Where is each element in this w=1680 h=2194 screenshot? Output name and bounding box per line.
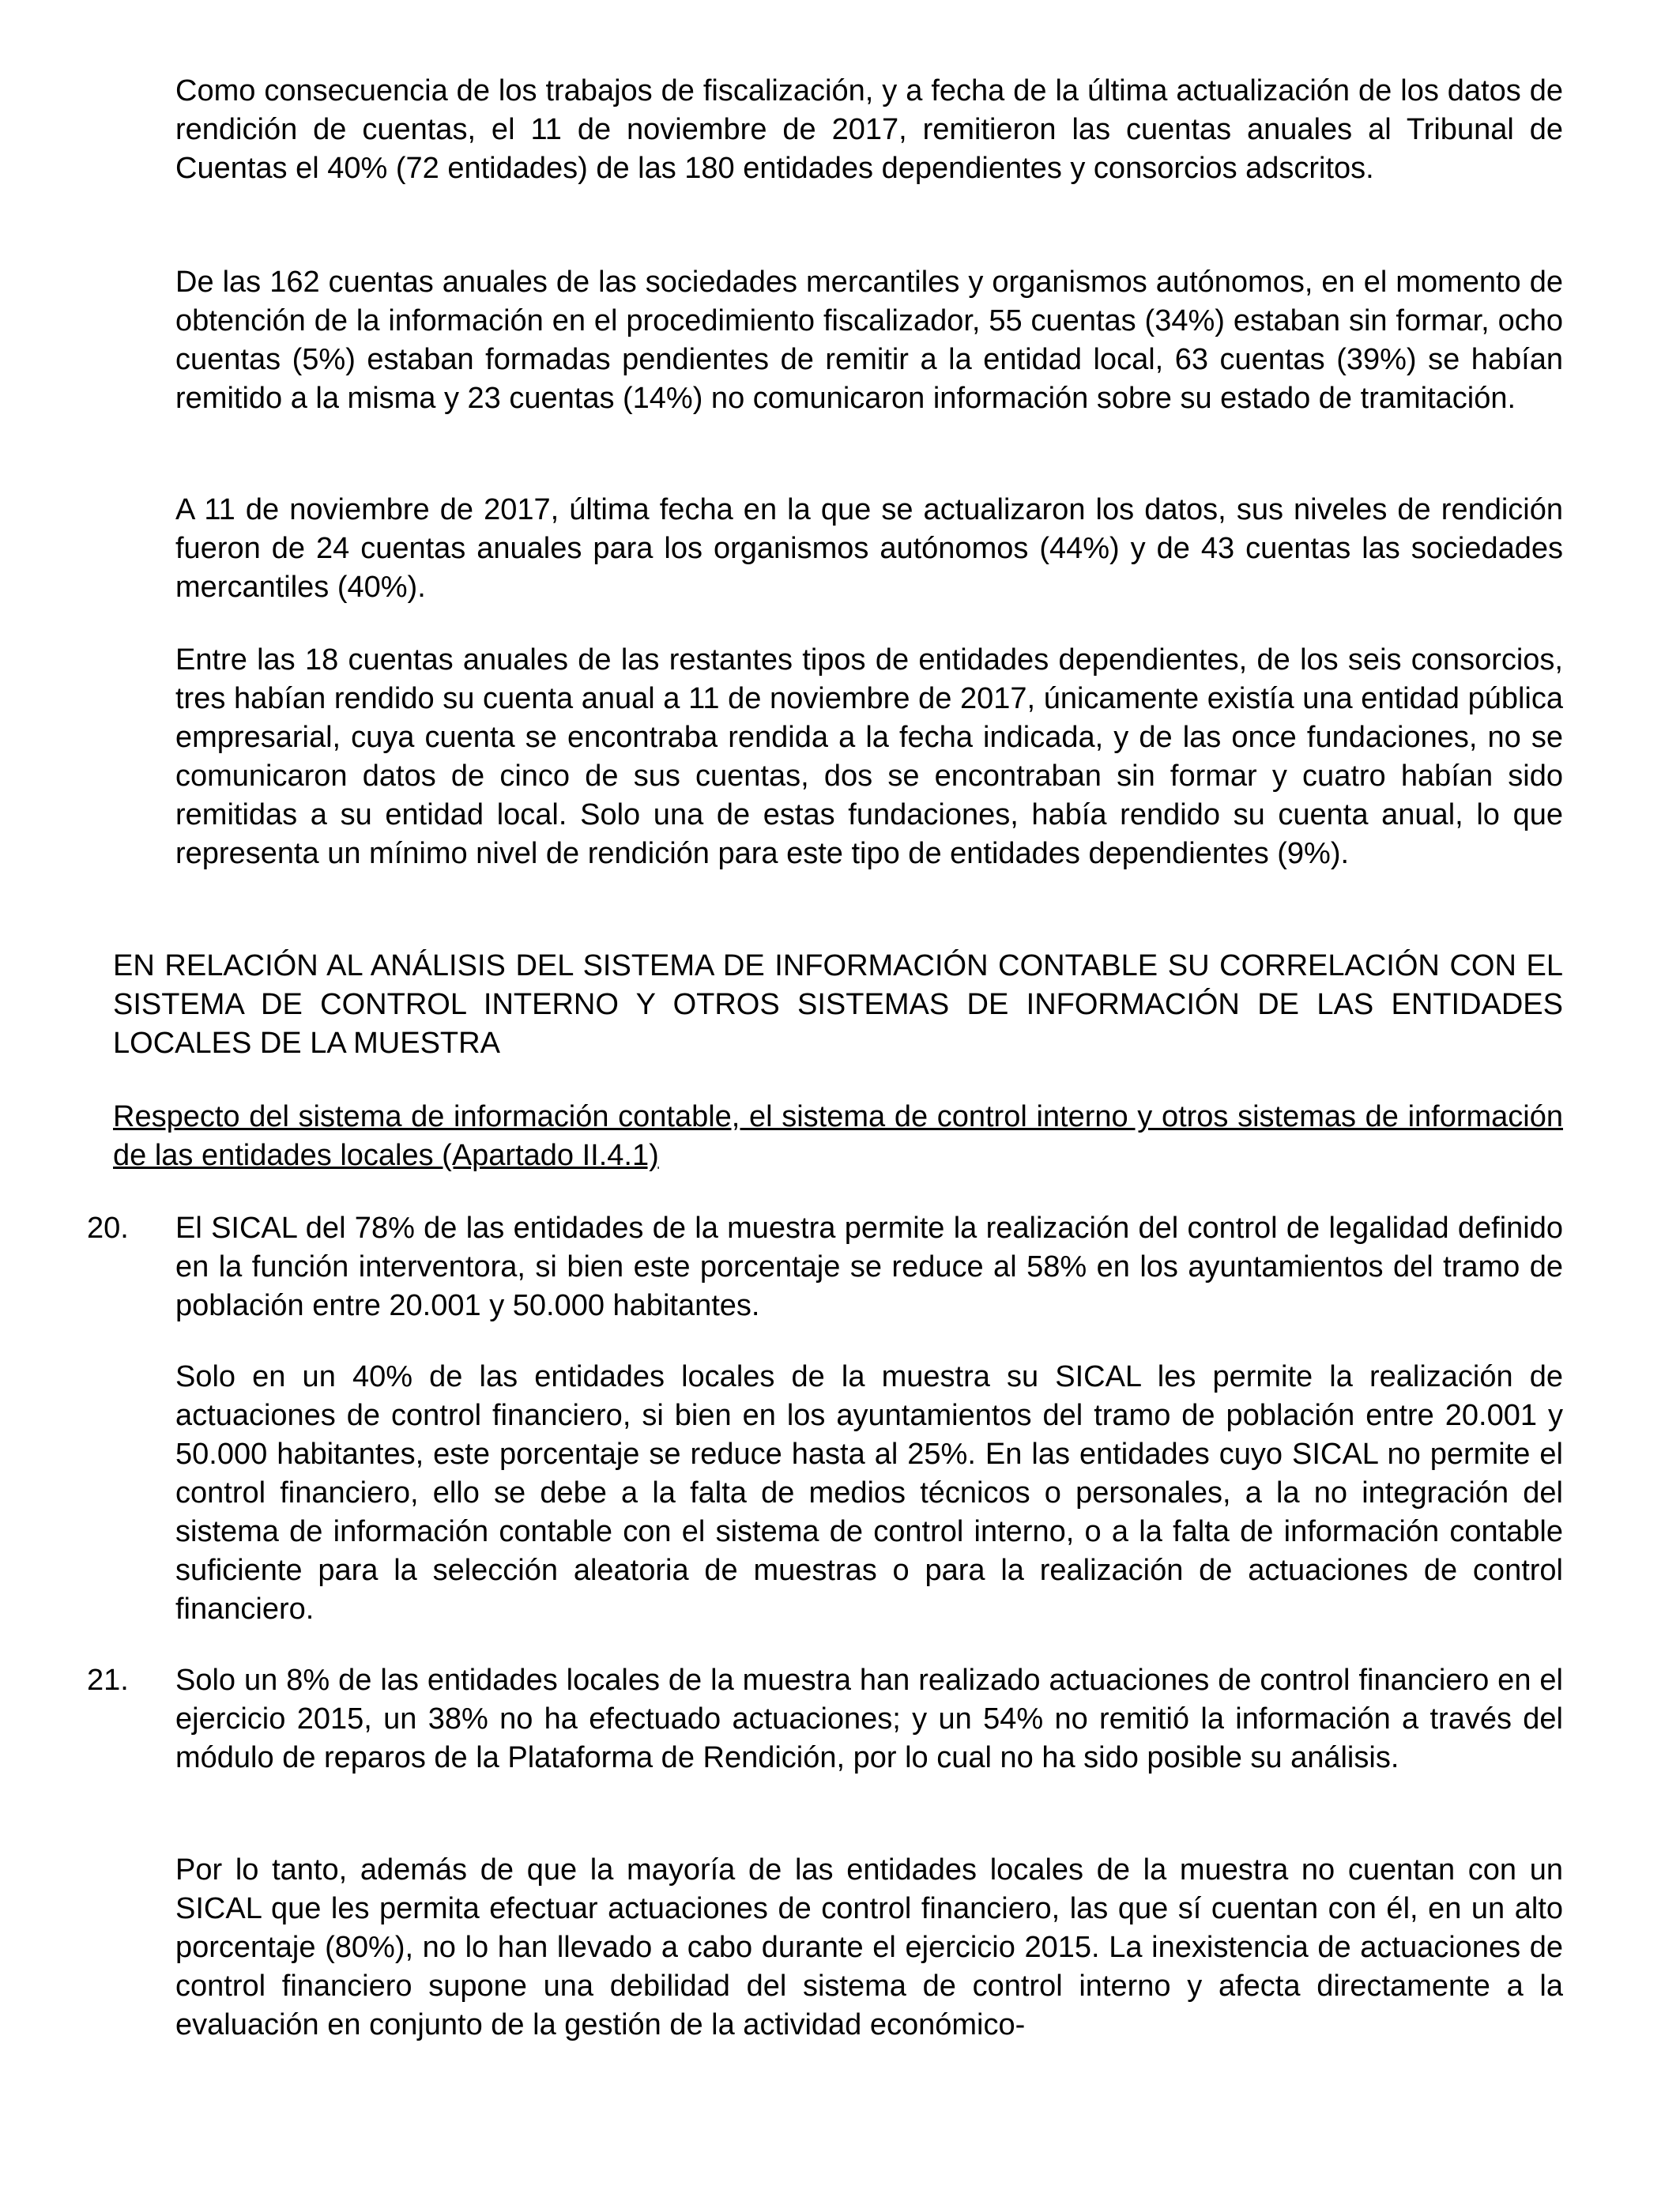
paragraph-otras-entidades: Entre las 18 cuentas anuales de las restantes tipos de entidades dependientes, de los seis consorcios, tres habían rendido su cuenta anual a 11 de noviembre de 2017, únicamente existía una entidad pública empresarial, cuya cuenta se encontraba rendida a la fecha indicada, y de las once fundaciones, no se comunicaron datos de cinco de sus cuentas, dos se encontraban sin formar y cuatro habían sido remitidas a su entidad local. Solo una de estas fundaciones, había rendido su cuenta anual, lo que representa un mínimo nivel de rendición para este tipo de entidades dependientes (9%). [175,643,1563,870]
item-number-21: 21. [87,1664,129,1697]
item-21-text: Solo un 8% de las entidades locales de la muestra han realizado actuaciones de control financiero en el ejercicio 2015, un 38% no ha efectuado actuaciones; y un 54% no remitió la información a través del módulo de reparos de la Plataforma de Rendición, por lo cual no ha sido posible su análisis. [175,1664,1563,1774]
item-20-continuation: Solo en un 40% de las entidades locales de la muestra su SICAL les permite la realización de actuaciones de control financiero, si bien en los ayuntamientos del tramo de población entre 20.001 y 50.000 habitantes, este porcentaje se reduce hasta al 25%. En las entidades cuyo SICAL no permite el control financiero, ello se debe a la falta de medios técnicos o personales, a la no integración del sistema de información contable con el sistema de control interno, o a la falta de información contable suficiente para la selección aleatoria de muestras o para la realización de actuaciones de control financiero. [175,1360,1563,1626]
item-21-continuation: Por lo tanto, además de que la mayoría de las entidades locales de la muestra no cuentan con un SICAL que les permita efectuar actuaciones de control financiero, las que sí cuentan con él, en un alto porcentaje (80%), no lo han llevado a cabo durante el ejercicio 2015. La inexistencia de actuaciones de control financiero supone una debilidad del sistema de control interno y afecta directamente a la evaluación en conjunto de la gestión de la actividad económico- [175,1853,1563,2041]
paragraph-cuentas-anuales: De las 162 cuentas anuales de las sociedades mercantiles y organismos autónomos, en el momento de obtención de la información en el procedimiento fiscalizador, 55 cuentas (34%) estaban sin formar, ocho cuentas (5%) estaban formadas pendientes de remitir a la entidad local, 63 cuentas (39%) se habían remitido a la misma y 23 cuentas (14%) no comunicaron información sobre su estado de tramitación. [175,266,1563,415]
section-heading: EN RELACIÓN AL ANÁLISIS DEL SISTEMA DE INFORMACIÓN CONTABLE SU CORRELACIÓN CON EL SISTEMA DE CONTROL INTERNO Y OTROS SISTEMAS DE INFORMACIÓN DE LAS ENTIDADES LOCALES DE LA MUESTRA [113,949,1563,1060]
paragraph-rendicion-cuentas: Como consecuencia de los trabajos de fiscalización, y a fecha de la última actualización de los datos de rendición de cuentas, el 11 de noviembre de 2017, remitieron las cuentas anuales al Tribunal de Cuentas el 40% (72 entidades) de las 180 entidades dependientes y consorcios adscritos. [175,74,1563,185]
paragraph-niveles-rendicion: A 11 de noviembre de 2017, última fecha en la que se actualizaron los datos, sus niveles de rendición fueron de 24 cuentas anuales para los organismos autónomos (44%) y de 43 cuentas las sociedades mercantiles (40%). [175,493,1563,604]
subsection-heading: Respecto del sistema de información contable, el sistema de control interno y otros sistemas de información de las entidades locales (Apartado II.4.1) [113,1100,1563,1172]
item-20-text: El SICAL del 78% de las entidades de la muestra permite la realización del control de legalidad definido en la función interventora, si bien este porcentaje se reduce al 58% en los ayuntamientos del tramo de población entre 20.001 y 50.000 habitantes. [175,1212,1563,1322]
item-number-20: 20. [87,1212,129,1245]
